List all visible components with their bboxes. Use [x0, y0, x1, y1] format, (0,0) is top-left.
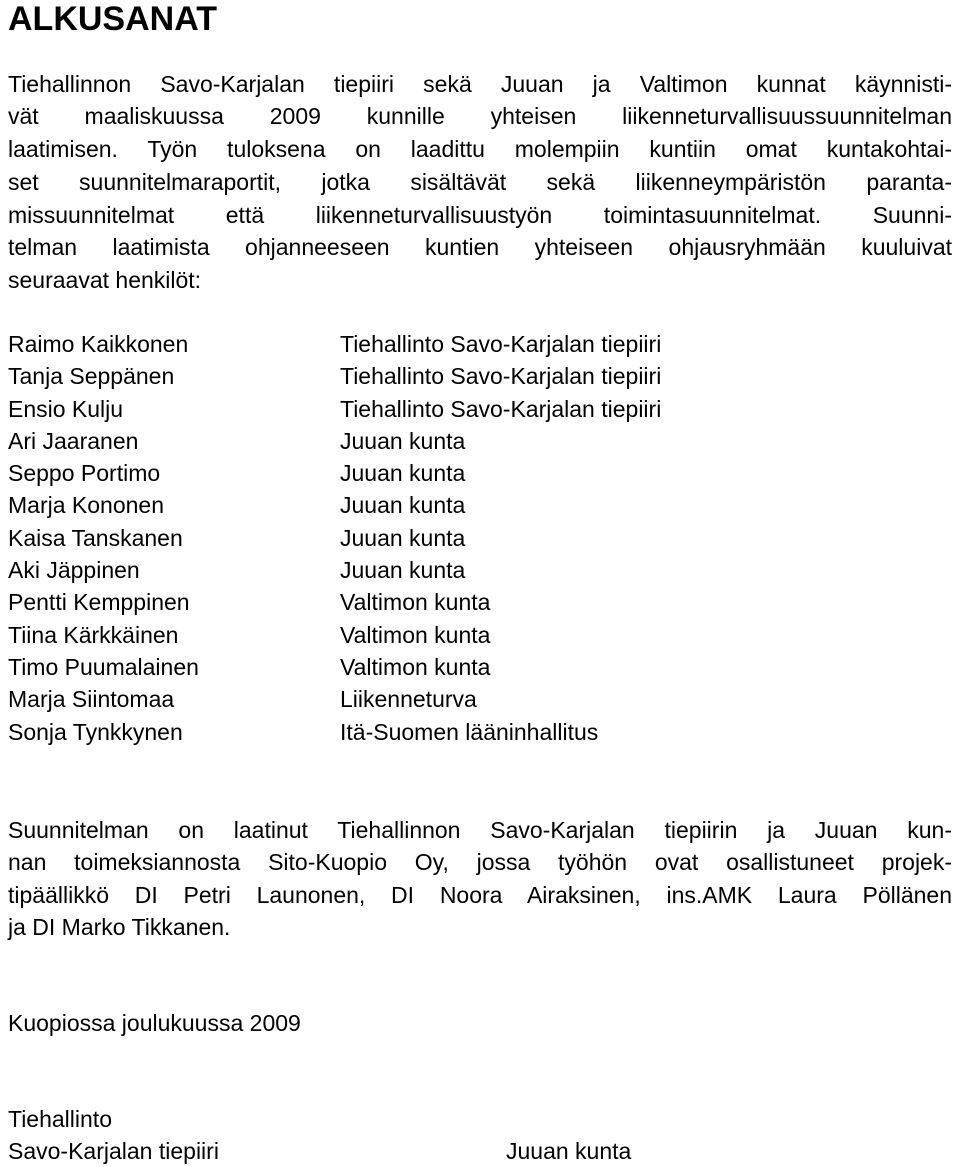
intro-line: laatimisen. Työn tuloksena on laadittu molempiin kuntiin omat kuntakohtai-	[8, 136, 952, 162]
consultant-line: tipäällikkö DI Petri Launonen, DI Noora Airaksinen, ins.AMK Laura Pöllänen	[8, 882, 952, 908]
signature-left-line2: Savo-Karjalan tiepiiri	[8, 1138, 219, 1164]
member-organization: Tiehallinto Savo-Karjalan tiepiiri	[340, 331, 662, 357]
member-organization: Tiehallinto Savo-Karjalan tiepiiri	[340, 363, 662, 390]
member-organization: Valtimon kunta	[340, 621, 491, 648]
list-item	[8, 619, 952, 651]
member-name: Ari Jaaranen	[8, 427, 139, 454]
list-item	[8, 425, 952, 457]
steering-group-list	[8, 328, 952, 748]
intro-line: telman laatimista ohjanneeseen kuntien yhteiseen ohjausryhmään kuuluivat	[8, 234, 952, 260]
list-item	[8, 328, 952, 360]
list-item	[8, 554, 952, 586]
member-organization: Juuan kunta	[340, 492, 466, 519]
list-item	[8, 716, 952, 748]
member-name: Raimo Kaikkonen	[8, 331, 189, 357]
place-date: Kuopiossa joulukuussa 2009	[8, 1010, 301, 1036]
list-item	[8, 522, 952, 554]
list-item	[8, 586, 952, 618]
consultant-line: nan toimeksiannosta Sito-Kuopio Oy, jossa työhön ovat osallistuneet projek-	[8, 849, 952, 875]
list-item	[8, 360, 952, 392]
member-organization: Liikenneturva	[340, 686, 477, 713]
signature-right: Juuan kunta	[506, 1138, 632, 1164]
member-organization: Valtimon kunta	[340, 589, 491, 616]
member-name: Kaisa Tanskanen	[8, 524, 183, 551]
member-organization: Juuan kunta	[340, 524, 466, 551]
member-organization: Juuan kunta	[340, 427, 466, 454]
list-item	[8, 489, 952, 521]
member-organization: Juuan kunta	[340, 557, 466, 584]
member-name: Sonja Tynkkynen	[8, 718, 183, 745]
list-item	[8, 683, 952, 715]
member-organization: Valtimon kunta	[340, 653, 491, 680]
intro-line: Tiehallinnon Savo-Karjalan tiepiiri sekä Juuan ja Valtimon kunnat käynnisti-	[8, 71, 952, 97]
consultant-line: ja DI Marko Tikkanen.	[8, 914, 231, 940]
consultant-line: Suunnitelman on laatinut Tiehallinnon Savo-Karjalan tiepiirin ja Juuan kun-	[8, 817, 952, 843]
member-organization: Tiehallinto Savo-Karjalan tiepiiri	[340, 395, 662, 422]
member-organization: Itä-Suomen lääninhallitus	[340, 718, 599, 745]
list-item	[8, 393, 952, 425]
member-name: Aki Jäppinen	[8, 557, 140, 584]
member-name: Seppo Portimo	[8, 460, 161, 487]
list-item	[8, 457, 952, 489]
intro-line: vät maaliskuussa 2009 kunnille yhteisen liikenneturvallisuussuunnitelman	[8, 103, 952, 129]
intro-line: seuraavat henkilöt:	[8, 267, 202, 293]
member-name: Marja Kononen	[8, 492, 164, 519]
member-name: Tiina Kärkkäinen	[8, 621, 179, 648]
signature-left-line1: Tiehallinto	[8, 1106, 112, 1132]
member-name: Ensio Kulju	[8, 395, 124, 422]
member-name: Marja Siintomaa	[8, 686, 175, 713]
intro-line: missuunnitelmat että liikenneturvallisuustyön toimintasuunnitelmat. Suunni-	[8, 202, 952, 228]
intro-line: set suunnitelmaraportit, jotka sisältävät sekä liikenneympäristön paranta-	[8, 169, 952, 195]
member-organization: Juuan kunta	[340, 460, 466, 487]
page-title: ALKUSANAT	[8, 0, 218, 38]
list-item	[8, 651, 952, 683]
member-name: Timo Puumalainen	[8, 653, 199, 680]
member-name: Pentti Kemppinen	[8, 589, 190, 616]
member-name: Tanja Seppänen	[8, 363, 175, 390]
